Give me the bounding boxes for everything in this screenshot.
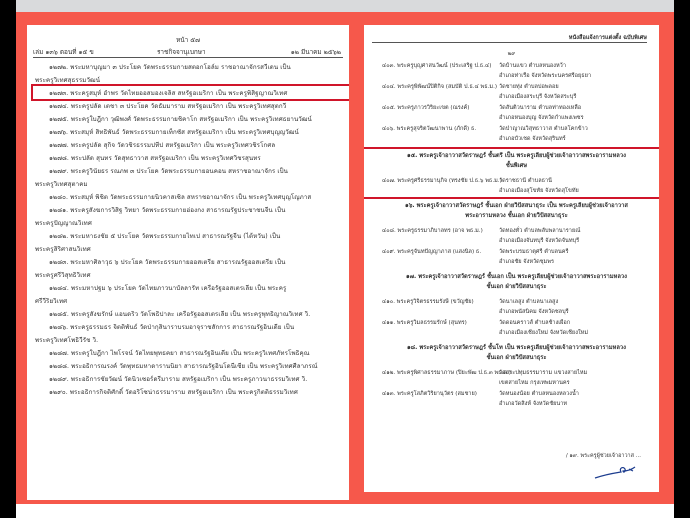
district-province: อำเภอท่าเรือ จังหวัดพระนครศรีอยุธยา	[499, 73, 592, 79]
entry-line: ๑๒๙๐. พระอธิการกิจติศักดิ์ วัดอริโซน่าธรรมาราม สหรัฐอเมริกา เป็น พระครูกิตติธรรมวิเทศ	[49, 389, 298, 396]
entry-line: ๑๒๘๔. พระมหาปฐม ๖ ประโยค วัดไทยภาวนาบัลลารัท เครือรัฐออสเตรเลีย เป็น พระครู	[49, 285, 287, 292]
district-province: อำเภอเมืองเชียงใหม่ จังหวัดเชียงใหม่	[499, 330, 589, 336]
monk-name: ๔๑๑. พระครูวิมลธรรมรักษ์ (สุนทร)	[382, 320, 467, 326]
entry-line: ๑๒๘๓. พระมหาศิลาวุธ ๖ ประโยค วัดพระธรรมกายออสเตรีย สาธารณรัฐออสเตรีย เป็น	[49, 259, 286, 266]
section-heading-cont: ชั้นเอก ฝ่ายวิปัสสนาธุระ	[486, 284, 547, 290]
monk-name: ๔๐๕. พระครูภาวรวิริยะเขต (ณรงค์)	[382, 105, 470, 111]
highlight-box	[364, 147, 659, 199]
monk-name: ๔๐๗. พระครูศรีธรรมานุกิจ (ทรงชัย ป.ธ.๖ พธ.ม.)	[382, 178, 502, 184]
temple-location: วัดหนองน้อย ตำบลหนองหลวงน้ำ	[499, 391, 579, 397]
entry-continuation: พระครูวิเทศสุธรรมวัฒน์	[35, 77, 101, 84]
appointment-row	[382, 61, 653, 81]
temple-location: วัดทองทั่ว ตำบลพลับพลานารายณ์	[499, 228, 581, 234]
temple-location: วัดนาเลสูง ตำบลนาเลสูง	[499, 299, 559, 305]
entry-line: ๑๒๗๒. พระมหาบุญมา ๓ ประโยค วัดพระธรรมกายสตอกโฮล์ม ราชอาณาจักรสวีเดน เป็น	[49, 64, 291, 71]
entry-line: ๑๒๗๘. พระปลัด สุนทร วัดสุทธาวาส สหรัฐอเมริกา เป็น พระครูวิเทศวิชรสุนทร	[49, 155, 261, 162]
appointment-entry	[35, 204, 341, 230]
district-province: อำเภอเมืองสระบุรี จังหวัดสระบุรี	[499, 94, 577, 100]
appointment-entry	[35, 347, 341, 360]
entry-line: ๑๒๘๒. พระมหาธงชัย ๕ ประโยค วัดพระธรรมกายไทเป สาธารณรัฐจีน (ไต้หวัน) เป็น	[49, 233, 281, 240]
entry-continuation: พระครูวิเทศสุตาคม	[35, 181, 88, 188]
appointment-entry	[35, 308, 341, 321]
appointment-entry	[35, 191, 341, 204]
temple-location: วัดพระบรมธาตุศรี ตำบลนครี	[499, 249, 569, 255]
section-heading-cont: ชั้นพิเศษ	[505, 163, 528, 169]
entry-line: ๑๒๗๗. พระครูปลัด สุกิจ วัดวชิรธรรมปทีป สหรัฐอเมริกา เป็น พระครูวิเทศวชิรโกศล	[49, 142, 276, 149]
entry-continuation: พระครูวิเทศโพธิวีรัช วิ.	[35, 337, 99, 344]
district-province: อำเภอพนัสนิคม จังหวัดชลบุรี	[499, 309, 569, 315]
appointment-entry	[35, 360, 341, 373]
temple-location: วัดสระปทุมธรรมาราม แขวงสายไหม	[499, 370, 588, 376]
entry-line: ๑๒๗๕. พระครูใบฎีกา วุฒิพงศ์ วัดพระธรรมกายชิคาโก สหรัฐอเมริกา เป็น พระครูวิเทศธยานวัฒน์	[49, 116, 312, 123]
appointment-entry	[35, 126, 341, 139]
appointment-entry	[35, 113, 341, 126]
district-province: เขตสายไหม กรุงเทพมหานคร	[499, 380, 570, 386]
section-heading-cont: ชั้นเอก ฝ่ายวิปัสสนาธุระ	[486, 355, 547, 361]
appointment-entry	[35, 100, 341, 113]
entry-line: ๑๒๗๙. พระครูวินัยธร รณภพ ๓ ประโยค วัดพระธรรมกายอนคอน สหราชอาณาจักร เป็น	[49, 168, 288, 175]
district-province: อำเภอบัวเชด จังหวัดสุรินทร์	[499, 136, 566, 142]
right-header-rule	[372, 42, 647, 43]
appointment-entry	[35, 373, 341, 386]
entry-line: ๑๒๘๕. พระครูสังฆรักษ์ แอนดริว วัดโพธิปาละ เครือรัฐออสเตรเลีย เป็น พระครูพุทธิญาณวิเทศ วิ.	[49, 311, 311, 318]
district-province: อำเภอเมืองจันทบุรี จังหวัดจันทบุรี	[499, 238, 580, 244]
monk-name: ๔๑๒. พระครูพิศาลธรรมาภาษ (ปิยะพัฒ ป.ธ.๓ พธ.ด.)	[382, 370, 511, 376]
entry-line: ๑๒๘๐. พระสมุห์ พิชิต วัดพระธรรมกายนิวคาสเซิล สหราชอาณาจักร เป็น พระครูวิเทศบุญโญภาส	[49, 194, 312, 201]
monk-name: ๔๐๙. พระครูจันทปัญญาภาส (แสงนิล) ธ.	[382, 249, 482, 255]
entry-line: ๑๒๘๑. พระครูสังฆการวิสิฐ วิทยา วัดพระธรรมกายฮ่องกง สาธารณรัฐประชาชนจีน เป็น	[49, 207, 286, 214]
left-header-rule	[33, 57, 343, 58]
appointment-entry	[35, 139, 341, 152]
appointment-row	[382, 318, 653, 338]
appointment-entry	[35, 282, 341, 308]
section-heading-cont: พระอารามหลวง ชั้นเอก ฝ่ายวิปัสสนาธุระ	[465, 213, 568, 219]
left-header-volume: เล่ม ๑๓๖ ตอนที่ ๑๕ ข	[33, 48, 94, 56]
left-document-page	[27, 25, 349, 500]
right-black-border	[674, 0, 690, 518]
monk-name: ๔๐๘. พระครูธรรมาภิบาลทร (อาจ พธ.ม.)	[382, 228, 483, 234]
appointment-entry	[35, 321, 341, 347]
temple-location: วัดสันติวนาราม ตำบลท่าทองเหลือ	[499, 105, 582, 111]
appointment-row	[382, 82, 653, 102]
appointment-entry	[35, 230, 341, 256]
appointment-entry	[35, 165, 341, 191]
district-province: อำเภอหนองบุญ จังหวัดกำแพงเพชร	[499, 115, 584, 121]
temple-location: วัดป่าญาณวิสุทธาวาส ตำบลโคกข้าว	[499, 126, 588, 132]
appointment-row	[382, 389, 653, 409]
district-province: อำเภอเมืองสุโขทัย จังหวัดสุโขทัย	[499, 188, 579, 194]
appointment-entry	[35, 256, 341, 282]
monk-name: ๔๐๔. พระครูพิพัฒน์ปิติกิจ (สมบัติ ป.ธ.๔ พธ.ม.)	[382, 84, 498, 90]
appointment-row	[382, 124, 653, 144]
section-heading: ๑๗. พระครูเจ้าอาวาสวัดราษฎร์ ชั้นเอก เป็น พระครูเลียบผู้ช่วยเจ้าอาวาสพระอารามหลวง	[406, 274, 627, 280]
monk-name: ๔๐๓. พระครูบุญศาสนวัฒน์ (ประเสริฐ ป.ธ.๔)	[382, 63, 492, 69]
temple-location: วัดดอนคราวส์ ตำบลช้างเผือก	[499, 320, 571, 326]
left-page-number: หน้า ๕๗	[176, 36, 200, 44]
monk-name: ๔๑๐. พระครูวิจิตรธรรมรังษี (ขวัญชัย)	[382, 299, 474, 305]
section-heading: ๑๖. พระครูเจ้าอาวาสวัดราษฎร์ ชั้นเอก ฝ่ายวิปัสสนาธุระ เป็น พระครูเลียบผู้ช่วยเจ้าอาวาส	[405, 203, 628, 209]
left-header-date: ๑๒ มีนาคม ๒๕๖๒	[290, 48, 341, 56]
entry-continuation: พระครูปัญญาณวิเทศ	[35, 220, 92, 227]
entry-line: ๑๒๗๔. พระครูปลัด เตชา ๓ ประโยค วัดธัมมาราม สหรัฐอเมริกา เป็น พระครูวิเทศสุตกวี	[49, 103, 287, 110]
left-black-border	[0, 0, 16, 518]
entry-line: ๑๒๘๗. พระครูใบฎีกา ไพโรจน์ วัดไทยพุทธคยา สาธารณรัฐอินเดีย เป็น พระครูวิเทศภัทรโพธิคุณ	[49, 350, 310, 357]
temple-location: วัดชายทุ่ง ตำบลบ่อพลอย	[499, 84, 559, 90]
right-page-number: ๒๙	[507, 51, 516, 57]
temple-location: วัดราชธานี ตำบลธานี	[499, 178, 553, 184]
entry-line: ๑๒๘๙. พระอธิการชัยวัฒน์ วัดนิวเซอร์ดรีมาราม สหรัฐอเมริกา เป็น พระครูภาวนาธรรมวิเทศ วิ.	[49, 376, 308, 383]
entry-continuation: พระครูศรีวิสุทธิวิเทศ	[35, 272, 91, 279]
district-province: อำเภอวัดสิงห์ จังหวัดชัยนาท	[499, 401, 568, 407]
appointment-row	[382, 368, 653, 388]
monk-name: ๔๑๓. พระครูโสภิตวิริยานุวัตร (สมชาย)	[382, 391, 477, 397]
monk-name: ๔๐๖. พระครูสุจริตวัฒนาพาน (ภักดี) ธ.	[382, 126, 477, 132]
right-document-page	[364, 25, 659, 492]
appointment-entry	[35, 152, 341, 165]
appointment-row	[382, 297, 653, 317]
right-header-title: หนังสือแจ้งการแต่งตั้ง ฉบับพิเศษ	[568, 35, 647, 41]
district-province: อำเภอชัย จังหวัดชุมพร	[499, 259, 554, 265]
left-header-gazette: ราชกิจจานุเบกษา	[157, 48, 206, 56]
entry-continuation: ศรีวีริยวิเทศ	[35, 298, 68, 305]
top-gray-bar	[16, 0, 674, 12]
entry-line: ๑๒๘๖. พระครูธรรมธร จิตติพันธ์ วัดป่ากุสินาราบรมอาจุราชสักการ สาธารณรัฐอินเดีย เป็น	[49, 324, 295, 331]
signature-icon	[593, 462, 641, 480]
highlight-box	[31, 84, 349, 101]
appointment-row	[382, 103, 653, 123]
section-heading: ๑๕. พระครูเจ้าอาวาสวัดราษฎร์ ชั้นตรี เป็น พระครูเลียบผู้ช่วยเจ้าอาวาสพระอารามหลวง	[407, 153, 626, 159]
appointment-row	[382, 226, 653, 246]
entry-line: ๑๒๗๖. พระสมุห์ สิทธิพันธ์ วัดพระธรรมกายเท็กซัส สหรัฐอเมริกา เป็น พระครูวิเทศบุญญวัฒน์	[49, 129, 299, 136]
appointment-row	[382, 247, 653, 267]
section-heading: ๑๘. พระครูเจ้าอาวาสวัดราษฎร์ ชั้นโท เป็น พระครูเลียบผู้ช่วยเจ้าอาวาสพระอารามหลวง	[406, 345, 627, 351]
entry-continuation: พระครูสิริศาสนวิเทศ	[35, 246, 91, 253]
bottom-white-band	[16, 504, 674, 518]
appointment-entry	[35, 386, 341, 399]
temple-location: วัดบ้านแขว ตำบลหนองหว้า	[499, 63, 566, 69]
entry-line: ๑๒๘๘. พระอธิการณรงค์ วัดพุทธมหาดารานนิยา สาธารณรัฐอินโดนีเซีย เป็น พระครูวิเทศศีลาภรณ์	[49, 363, 318, 370]
footer-continuation-note: / ๑๙. พระครูผู้ช่วยเจ้าอาวาส ...	[565, 453, 641, 459]
entry-line: ๑๒๗๓. พระครูสมุห์ อำพร วัดไทยออสมองเจลิส สหรัฐอเมริกา เป็น พระครูพิสิฐญาณวิเทศ	[49, 90, 288, 97]
